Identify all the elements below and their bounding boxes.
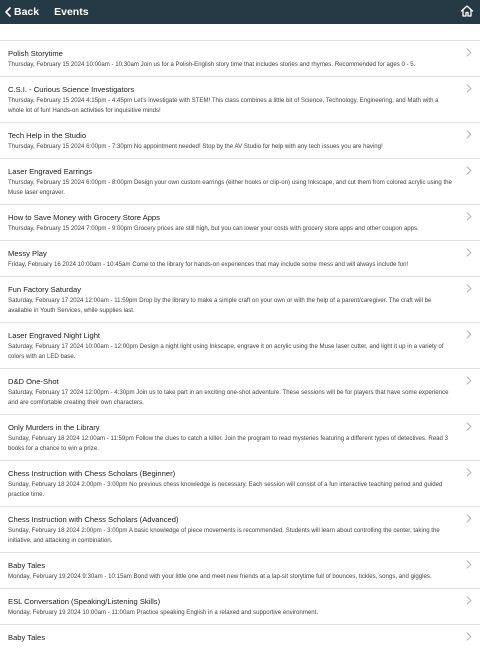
event-title: Fun Factory Saturday: [8, 285, 82, 294]
chevron-right-icon: [466, 248, 472, 257]
chevron-right-icon: [466, 130, 472, 139]
event-list-item[interactable]: [0, 158, 480, 204]
event-description: Monday, February 19 2024 9:30am - 10:15am Bond with your little one and meet new friends at a lap-sit storytime full of bounces, tickles, songs, and giggles.: [8, 573, 432, 580]
event-title: D&D One-Shot: [8, 377, 59, 386]
event-list: [0, 24, 480, 649]
event-list-item[interactable]: [0, 204, 480, 240]
event-description: Thursday, February 15 2024 4:15pm - 4:45pm Let's investigate with STEM! This class combines a little bit of Science, Technology, Engineering, and Math with a whole lot of fun! Hands-on activities for inquisitive minds!: [8, 97, 439, 114]
chevron-right-icon: [466, 560, 472, 569]
chevron-right-icon: [466, 514, 472, 523]
event-title: Baby Tales: [8, 633, 46, 642]
event-description: Sunday, February 18 2024 12:00am - 11:59pm Follow the clues to catch a killer. Join the program to read mysteries featuring a different types of detectives. Read 3 books for a chance to win a prize.: [8, 435, 449, 452]
event-list-item[interactable]: [0, 506, 480, 552]
event-list-item[interactable]: [0, 552, 480, 588]
event-description: Sunday, February 18 2024 2:00pm - 3:00pm A basic knowledge of piece movements is recommended. Students will learn about controlling the center, taking the initiative, and attacking in combination.: [8, 527, 440, 544]
event-description: Thursday, February 15 2024 10:00am - 10:30am Join us for a Polish-English story time that includes stories and rhymes. Recommended for ages 0 - 5.: [8, 61, 416, 68]
event-title: Chess Instruction with Chess Scholars (Beginner): [8, 469, 176, 478]
event-title: How to Save Money with Grocery Store Apps: [8, 213, 160, 222]
back-label: Back: [14, 6, 40, 18]
event-title: Polish Storytime: [8, 49, 63, 58]
navigation-bar: [0, 0, 480, 24]
chevron-right-icon: [466, 376, 472, 385]
event-list-item[interactable]: [0, 414, 480, 460]
event-title: Tech Help in the Studio: [8, 131, 87, 140]
event-list-item[interactable]: [0, 240, 480, 276]
chevron-right-icon: [466, 468, 472, 477]
event-list-item[interactable]: [0, 368, 480, 414]
event-title: Messy Play: [8, 249, 47, 258]
event-list-item[interactable]: [0, 76, 480, 122]
event-title: C.S.I. - Curious Science Investigators: [8, 85, 135, 94]
chevron-right-icon: [466, 166, 472, 175]
event-description: Thursday, February 15 2024 6:00pm - 8:00pm Design your own custom earrings (either hooks or clip-on) using Inkscape, and cut them from colored acrylic using the Muse laser engraver.: [8, 179, 452, 196]
chevron-right-icon: [466, 632, 472, 641]
event-description: Sunday, February 18 2024 2:00pm - 3:00pm No previous chess knowledge is necessary. Each session will consist of a fun interactive teaching period and guided practice time.: [8, 481, 443, 498]
event-title: Chess Instruction with Chess Scholars (Advanced): [8, 515, 179, 524]
event-title: ESL Conversation (Speaking/Listening Skills): [8, 597, 161, 606]
chevron-right-icon: [466, 48, 472, 57]
chevron-right-icon: [466, 284, 472, 293]
event-list-item[interactable]: [0, 122, 480, 158]
event-title: Laser Engraved Night Light: [8, 331, 101, 340]
event-list-item[interactable]: [0, 276, 480, 322]
chevron-right-icon: [466, 596, 472, 605]
event-list-item[interactable]: [0, 40, 480, 76]
home-icon[interactable]: [460, 4, 474, 18]
event-description: Saturday, February 17 2024 10:00am - 12:00pm Design a night light using Inkscape, engrave it on acrylic using the Muse laser cutter, and light it up in a variety of colors with an LED base.: [8, 343, 444, 360]
event-list-item[interactable]: [0, 624, 480, 649]
event-description: Thursday, February 15 2024 6:00pm - 7:30pm No appointment needed! Stop by the AV Studio for help with any tech issues you are having!: [8, 143, 383, 150]
chevron-right-icon: [466, 422, 472, 431]
page-title: Events: [54, 6, 89, 18]
event-list-item[interactable]: [0, 322, 480, 368]
event-title: Laser Engraved Earrings: [8, 167, 92, 176]
event-title: Only Murders in the Library: [8, 423, 100, 432]
event-description: Friday, February 16 2024 10:00am - 10:45am Come to the library for hands-on experiences that may include some mess and will always include fun!: [8, 261, 409, 268]
chevron-left-icon: [5, 7, 11, 17]
event-title: Baby Tales: [8, 561, 46, 570]
chevron-right-icon: [466, 330, 472, 339]
event-list-item[interactable]: [0, 460, 480, 506]
event-description: Monday, February 19 2024 10:00am - 11:00am Practice speaking English in a relaxed and supportive environment.: [8, 609, 319, 616]
back-button[interactable]: [0, 6, 39, 18]
chevron-right-icon: [466, 212, 472, 221]
event-description: Saturday, February 17 2024 12:00pm - 4:30pm Join us to take part in an exciting one-shot adventure. These sessions will be for players that have some experience and are comfortable creating their own characters.: [8, 389, 449, 406]
event-list-item[interactable]: [0, 588, 480, 624]
event-description: Saturday, February 17 2024 12:00am - 11:59pm Drop by the library to make a simple craft on your own or with the help of a parent/caregiver. The craft will be available in Youth Services, while supplies last.: [8, 297, 432, 314]
chevron-right-icon: [466, 84, 472, 93]
event-description: Thursday, February 15 2024 7:00pm - 9:00pm Grocery prices are still high, but you can lower your costs with grocery store apps and other coupon apps.: [8, 225, 419, 232]
